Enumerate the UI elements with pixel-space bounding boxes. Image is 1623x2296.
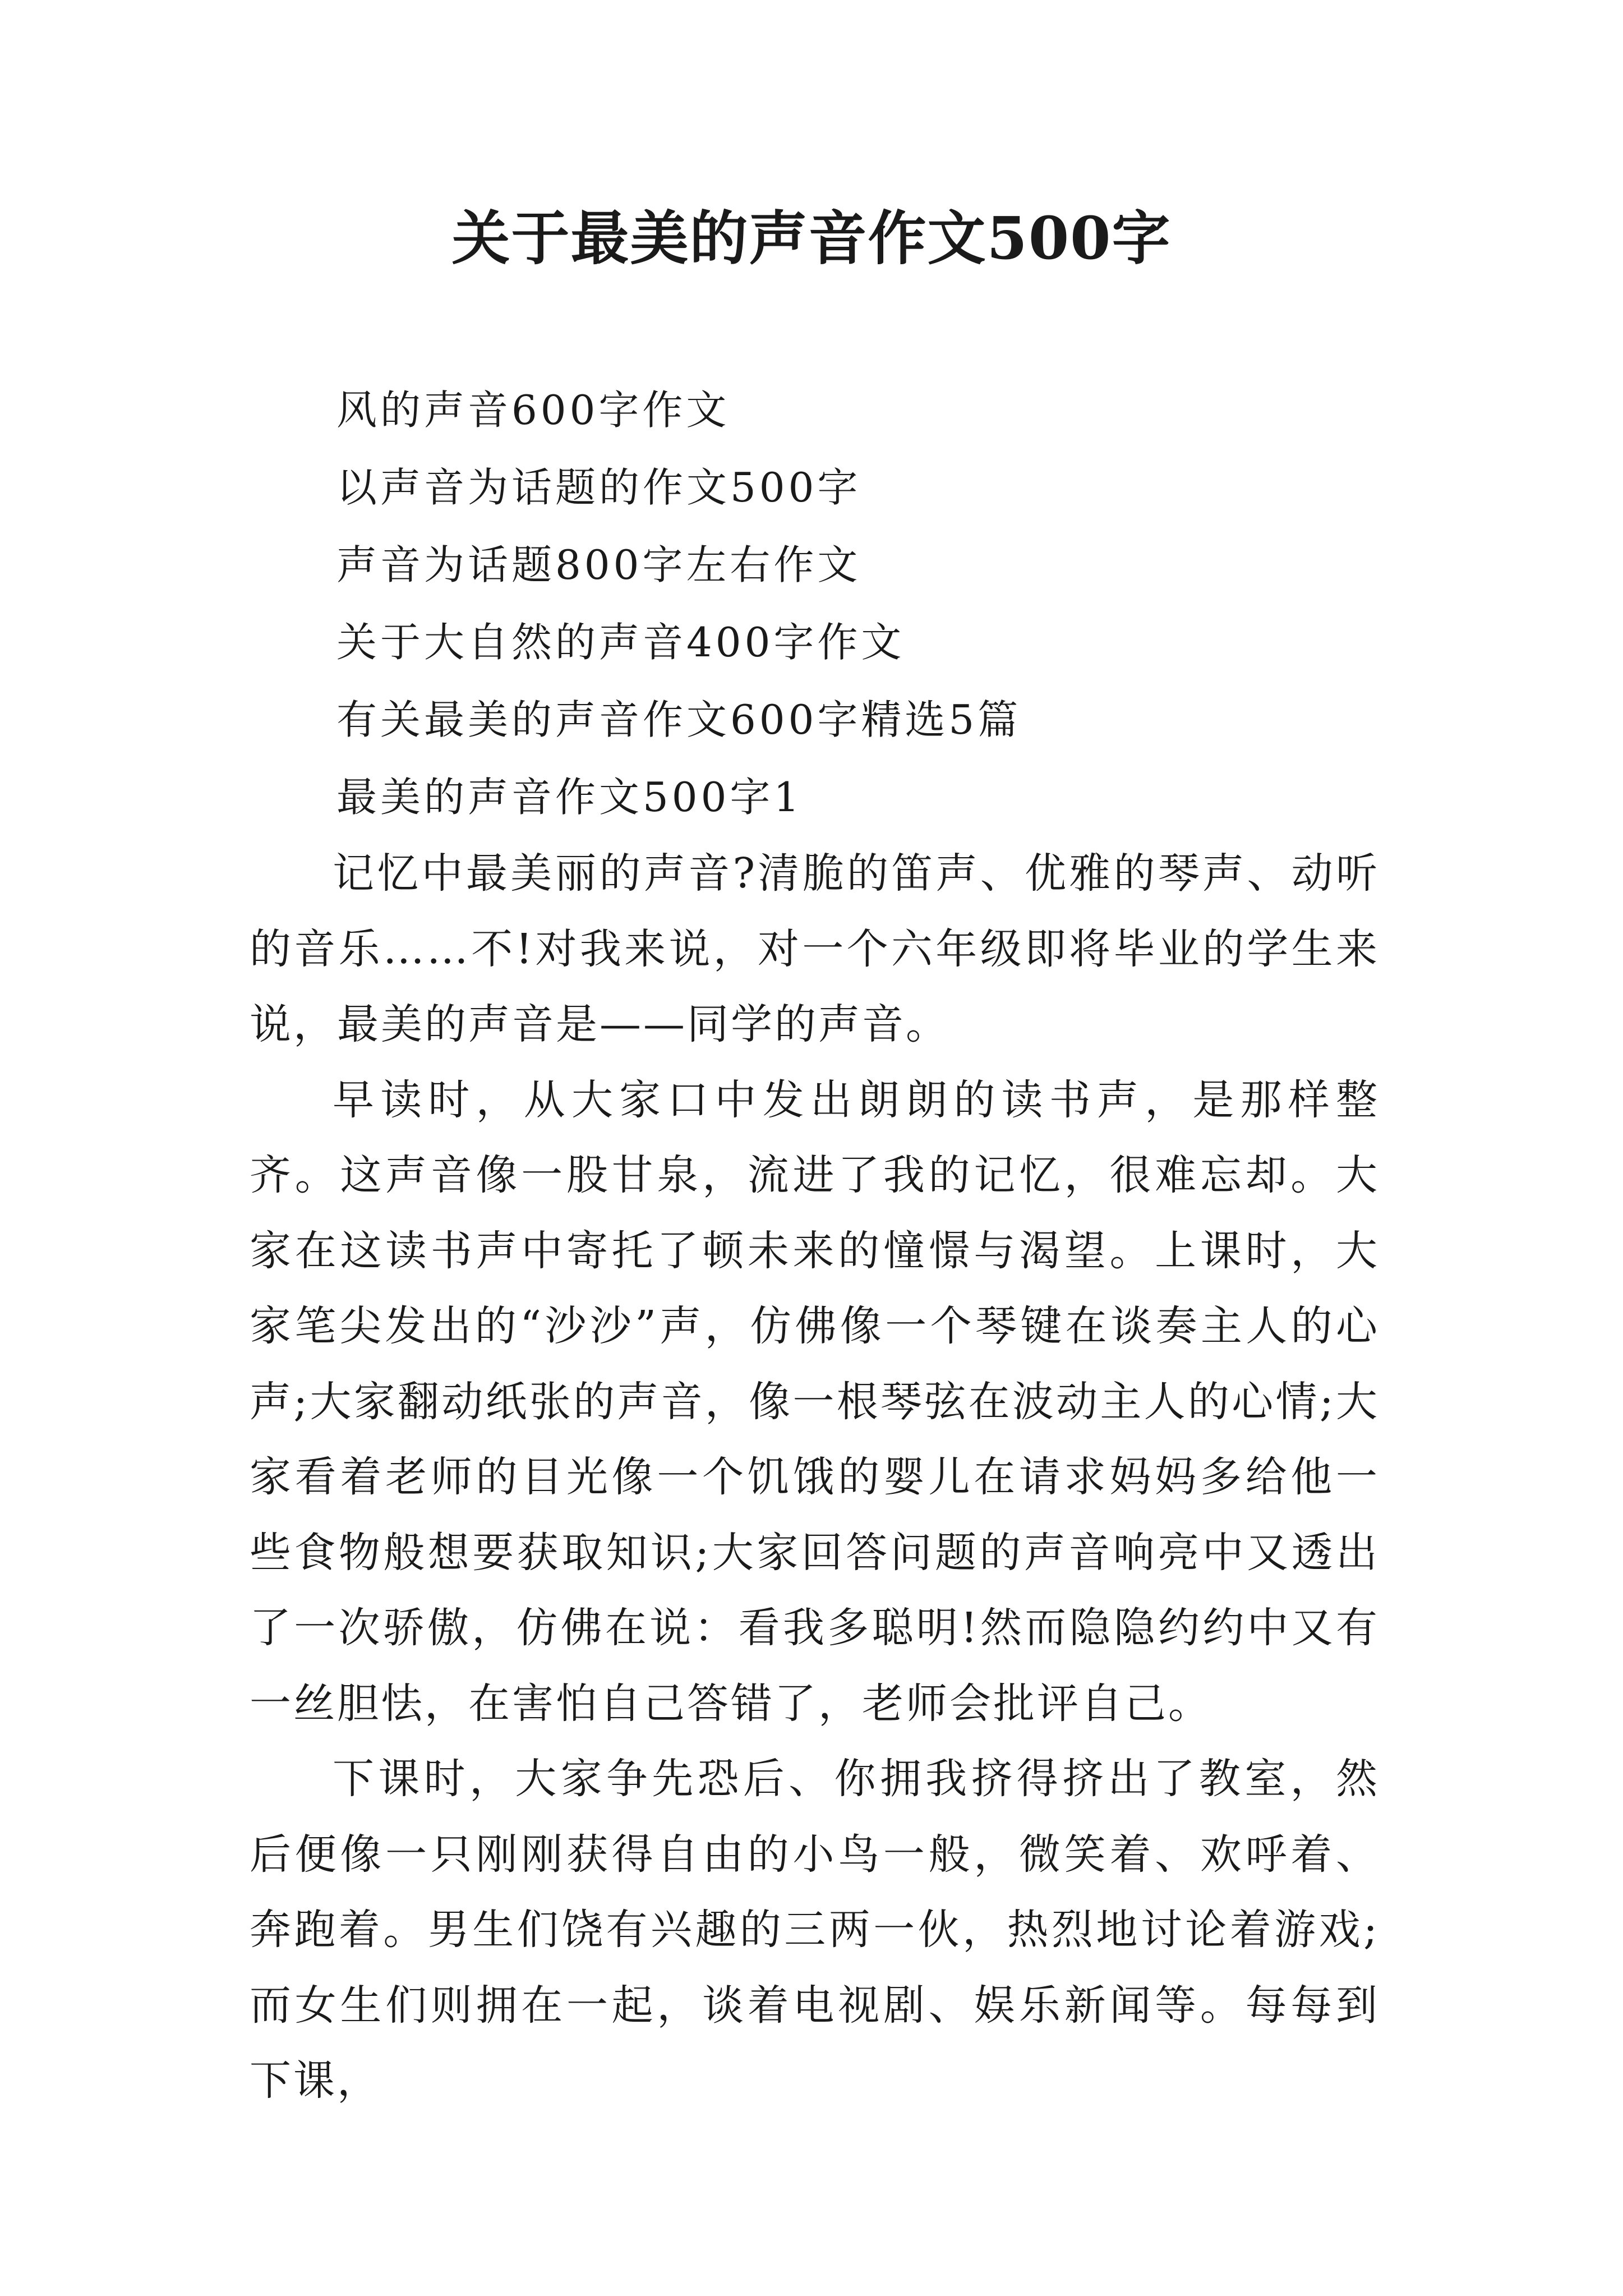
- section-heading: 最美的声音作文500字1: [336, 774, 803, 821]
- essay-body: [250, 836, 1380, 2119]
- paragraph-3: 下课时，大家争先恐后、你拥我挤得挤出了教室，然后便像一只刚刚获得自由的小鸟一般，微笑着、欢呼着、奔跑着。男生们饶有兴趣的三两一伙，热烈地讨论着游戏;而女生们则拥在一起，谈着电视剧、娱乐新闻等。每每到下课，: [250, 1755, 1380, 2105]
- related-links-list: [336, 371, 1570, 836]
- related-link[interactable]: 风的声音600字作文: [336, 386, 730, 434]
- document-title: 关于最美的声音作文500字: [451, 204, 1172, 273]
- paragraph-2: 早读时，从大家口中发出朗朗的读书声，是那样整齐。这声音像一股甘泉，流进了我的记忆，很难忘却。大家在这读书声中寄托了顿未来的憧憬与渴望。上课时，大家笔尖发出的“沙沙”声，仿佛像一个琴键在谈奏主人的心声;大家翻动纸张的声音，像一根琴弦在波动主人的心情;大家看着老师的目光像一个饥饿的婴儿在请求妈妈多给他一些食物般想要获取知识;大家回答问题的声音响亮中又透出了一次骄傲，仿佛在说：看我多聪明!然而隐隐约约中又有一丝胆怯，在害怕自己答错了，老师会批评自己。: [250, 1075, 1380, 1728]
- related-link[interactable]: 有关最美的声音作文600字精选5篇: [336, 696, 1022, 743]
- related-link[interactable]: 以声音为话题的作文500字: [336, 464, 861, 511]
- paragraph-1: 记忆中最美丽的声音?清脆的笛声、优雅的琴声、动听的音乐……不!对我来说，对一个六年级即将毕业的学生来说，最美的声音是——同学的声音。: [250, 849, 1380, 1048]
- related-link[interactable]: 关于大自然的声音400字作文: [336, 619, 905, 666]
- related-link[interactable]: 声音为话题800字左右作文: [336, 541, 861, 588]
